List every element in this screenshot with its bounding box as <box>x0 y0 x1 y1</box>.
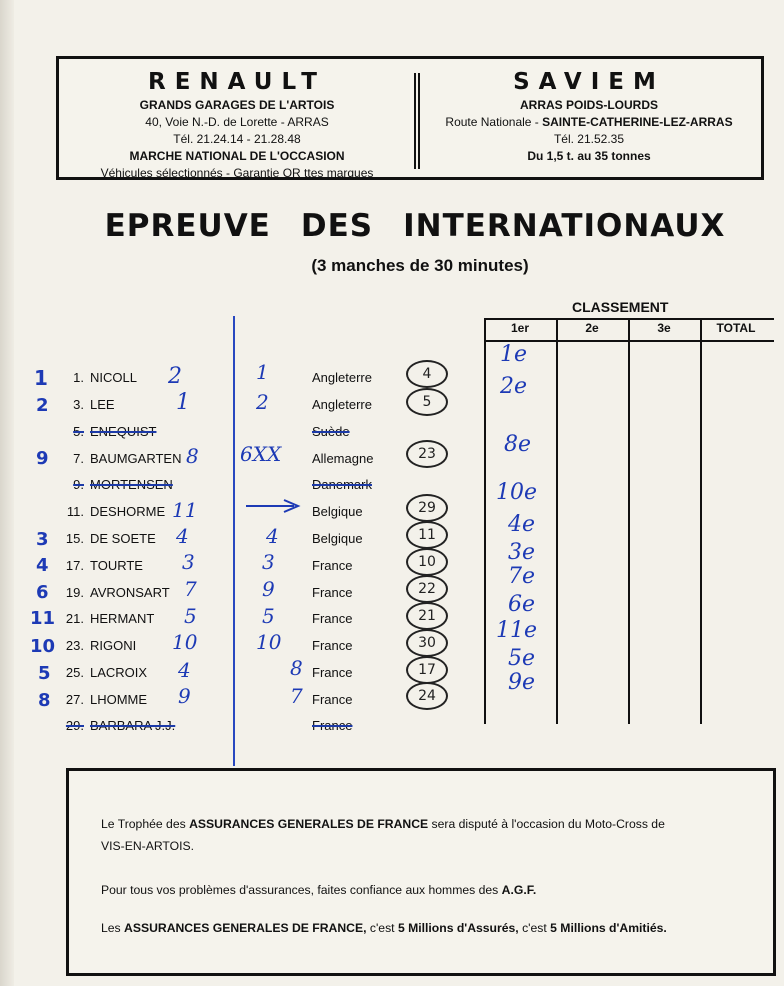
saviem-ad <box>424 67 754 165</box>
title-word-3: INTERNATIONAUX <box>403 208 726 244</box>
circled-number: 5 <box>406 388 448 416</box>
hand-rank: 8e <box>504 432 532 457</box>
rider-row: 19. AVRONSART France <box>65 585 353 600</box>
saviem-tonnage: Du 1,5 t. au 35 tonnes <box>527 149 651 163</box>
hand-rank: 4e <box>508 512 536 537</box>
hand-rank: 7e <box>508 564 536 589</box>
hand-rank: 10e <box>496 480 538 505</box>
hand-final-pos: 5 <box>38 663 51 684</box>
hand-heat2: 4 <box>176 524 189 548</box>
rider-row: 11. DESHORME Belgique <box>66 504 363 519</box>
renault-address: 40, Voie N.-D. de Lorette - ARRAS <box>145 115 329 129</box>
hand-arrow-icon <box>244 498 304 514</box>
hand-heat1: 6XX <box>240 442 282 466</box>
hand-heat2: 8 <box>186 444 199 468</box>
rider-row: 21. HERMANT France <box>65 611 353 626</box>
hand-final-pos: 2 <box>36 395 49 416</box>
rider-row: 27. LHOMME France <box>65 692 353 707</box>
page-subtitle: (3 manches de 30 minutes) <box>311 256 529 275</box>
saviem-road: Route Nationale - <box>445 115 543 129</box>
circled-number: 22 <box>406 575 448 603</box>
renault-brand: RENAULT <box>148 69 326 95</box>
header-divider <box>414 73 420 169</box>
hand-heat2: 7 <box>184 577 197 601</box>
rider-row-struck: 9. MORTENSEN Danemark <box>73 477 372 492</box>
agf-paragraph-3: Les ASSURANCES GENERALES DE FRANCE, c'est 5 Millions d'Assurés, c'est 5 Millions d'Amitiés. <box>101 921 667 935</box>
title-word-2: DES <box>300 208 374 244</box>
agf-paragraph-1: Le Trophée des ASSURANCES GENERALES DE FRANCE sera disputé à l'occasion du Moto-Cross de VIS-EN-ARTOIS. <box>101 817 665 853</box>
hand-rank: 5e <box>508 646 536 671</box>
rider-row: 17. TOURTE France <box>65 558 353 573</box>
hand-final-pos: 8 <box>38 690 51 711</box>
col-heat-2: 2e <box>585 321 599 335</box>
circled-number: 29 <box>406 494 448 522</box>
hand-final-pos: 3 <box>36 529 49 550</box>
classement-label: CLASSEMENT <box>572 299 669 315</box>
hand-heat1: 2 <box>256 390 269 414</box>
hand-heat1: 4 <box>266 524 279 548</box>
rider-row: 15. DE SOETE Belgique <box>65 531 363 546</box>
circled-number: 4 <box>406 360 448 388</box>
renault-phone: Tél. 21.24.14 - 21.28.48 <box>173 132 301 146</box>
hand-heat1: 8 <box>290 656 303 680</box>
renault-line4: MARCHE NATIONAL DE L'OCCASION <box>129 149 345 163</box>
col-heat-3: 3e <box>657 321 671 335</box>
hand-heat2: 5 <box>184 604 197 628</box>
page-title <box>60 208 770 244</box>
rider-row: 25. LACROIX France <box>65 665 353 680</box>
hand-heat2: 11 <box>172 498 198 522</box>
saviem-town: SAINTE-CATHERINE-LEZ-ARRAS <box>542 115 733 129</box>
renault-line1: GRANDS GARAGES DE L'ARTOIS <box>139 98 335 112</box>
renault-line5: Véhicules sélectionnés - Garantie OR ttes marques <box>100 166 374 180</box>
rider-row: 3. LEE Angleterre <box>73 397 372 412</box>
hand-heat2: 3 <box>182 550 195 574</box>
circled-number: 17 <box>406 656 448 684</box>
hand-heat1: 10 <box>256 630 282 654</box>
rider-row-struck: 5. ENEQUIST Suède <box>73 424 350 439</box>
circled-number: 30 <box>406 629 448 657</box>
saviem-line1: ARRAS POIDS-LOURDS <box>519 98 658 112</box>
hand-final-pos: 11 <box>30 608 56 629</box>
saviem-phone: Tél. 21.52.35 <box>553 132 625 146</box>
rider-row: 7. BAUMGARTEN Allemagne <box>73 451 374 466</box>
hand-rank: 2e <box>500 374 528 399</box>
rider-row: 1. NICOLL Angleterre <box>73 370 372 385</box>
hand-heat2: 1 <box>176 390 190 415</box>
hand-rank: 3e <box>508 540 536 565</box>
agf-advertisement <box>66 768 776 976</box>
rider-row-struck: 29. BARBARA J.J. France <box>65 718 353 733</box>
hand-rank: 11e <box>496 618 538 643</box>
circled-number: 21 <box>406 602 448 630</box>
hand-final-pos: 1 <box>34 366 48 390</box>
hand-heat2: 4 <box>178 658 191 682</box>
circled-number: 10 <box>406 548 448 576</box>
hand-final-pos: 9 <box>36 448 49 469</box>
hand-heat1: 5 <box>262 604 275 628</box>
hand-heat1: 3 <box>262 550 275 574</box>
hand-heat2: 10 <box>172 630 198 654</box>
advertisement-header <box>56 56 764 180</box>
circled-number: 23 <box>406 440 448 468</box>
hand-heat1: 9 <box>262 577 275 601</box>
hand-rank: 6e <box>508 592 536 617</box>
hand-heat1: 1 <box>256 360 269 384</box>
hand-rank: 1e <box>500 342 528 367</box>
hand-heat1: 7 <box>290 684 303 708</box>
hand-final-pos: 6 <box>36 582 49 603</box>
col-heat-1: 1er <box>510 321 530 335</box>
renault-ad <box>67 67 407 182</box>
saviem-brand: SAVIEM <box>513 69 665 95</box>
hand-heat2: 9 <box>178 684 191 708</box>
col-total: TOTAL <box>716 321 756 335</box>
hand-heat2: 2 <box>168 364 182 389</box>
title-word-1: EPREUVE <box>104 208 271 244</box>
hand-final-pos: 4 <box>36 555 49 576</box>
circled-number: 24 <box>406 682 448 710</box>
hand-final-pos: 10 <box>30 636 56 657</box>
agf-paragraph-2: Pour tous vos problèmes d'assurances, faites confiance aux hommes des A.G.F. <box>101 883 537 897</box>
rider-row: 23. RIGONI France <box>65 638 353 653</box>
circled-number: 11 <box>406 521 448 549</box>
hand-rank: 9e <box>508 670 536 695</box>
